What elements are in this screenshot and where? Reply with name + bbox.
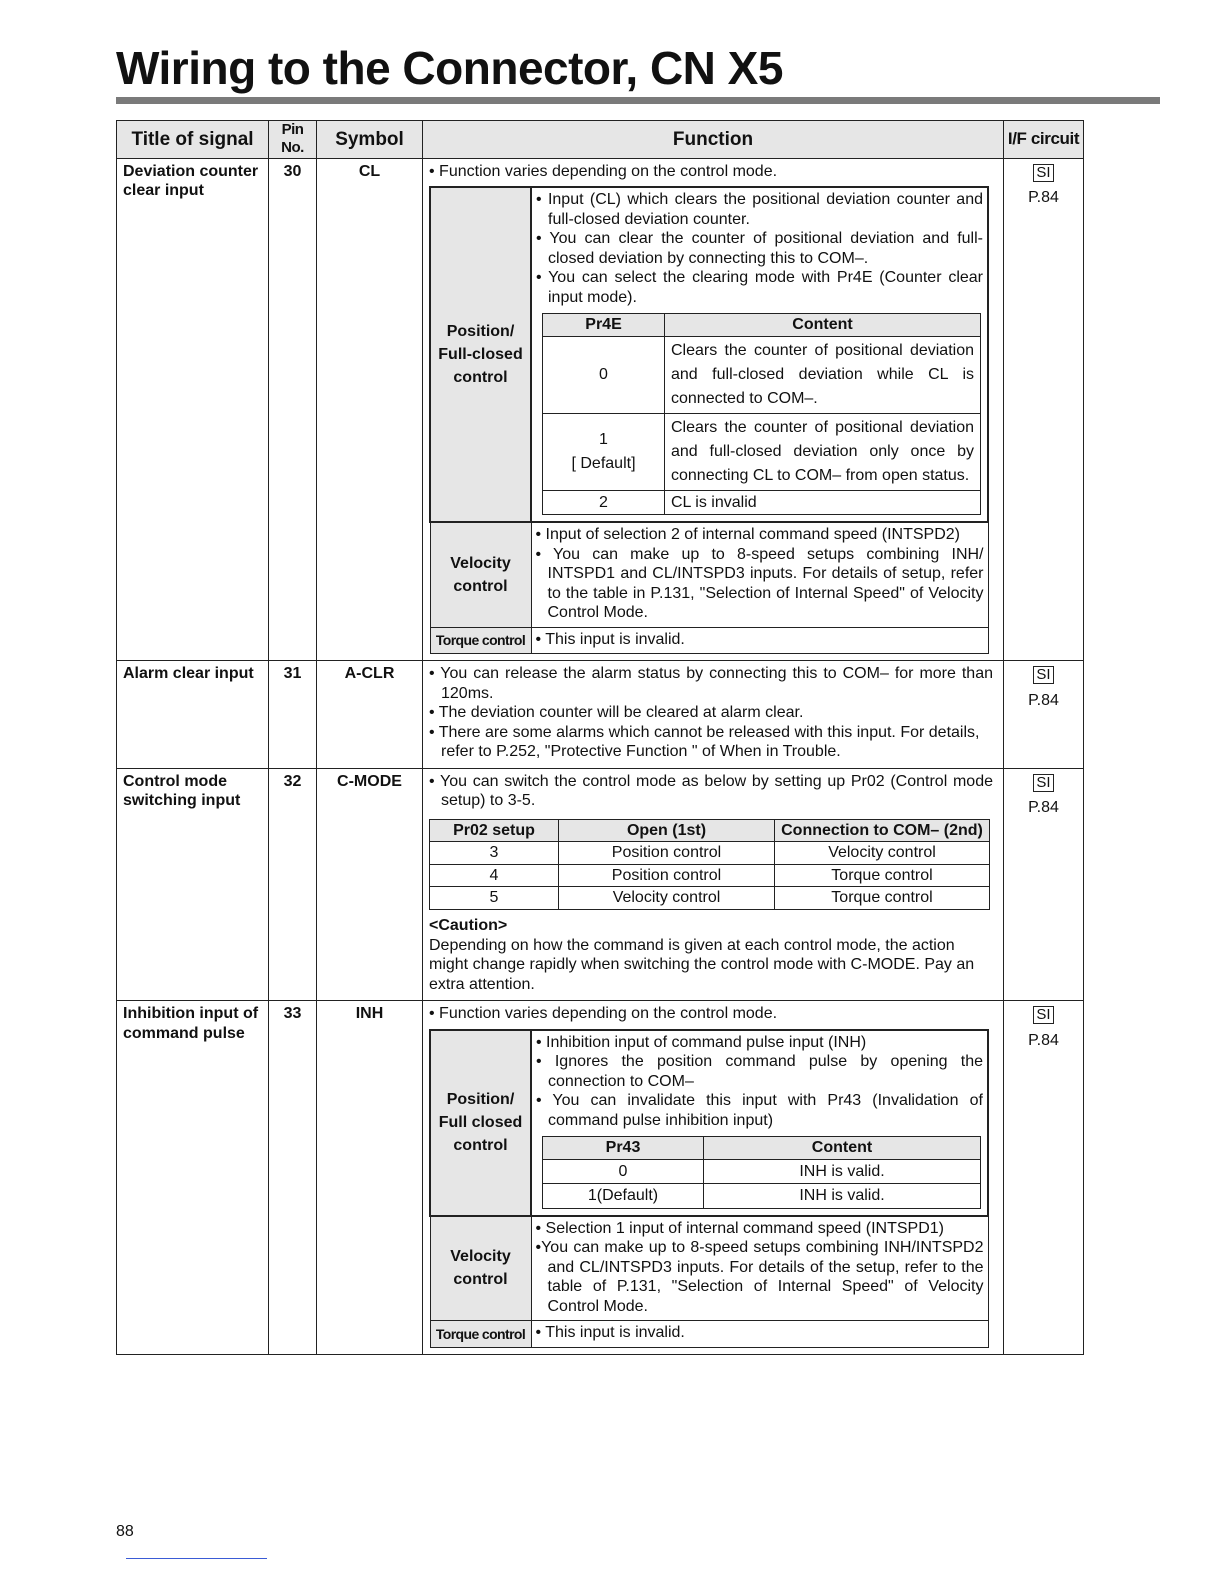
pr43-header: Pr43 bbox=[543, 1137, 704, 1160]
signal-title: Deviation counter clear input bbox=[117, 158, 269, 661]
mode-label-torque: Torque control bbox=[430, 627, 531, 654]
pr43-value: 0 bbox=[543, 1159, 704, 1184]
mode-row-velocity bbox=[430, 522, 988, 627]
function-cell bbox=[423, 768, 1004, 1000]
pin-number: 33 bbox=[269, 1001, 317, 1355]
table-row bbox=[117, 1001, 1084, 1355]
mode-table bbox=[429, 1029, 989, 1348]
table-row bbox=[430, 864, 990, 887]
table-row bbox=[543, 336, 981, 413]
cmode-cell: Velocity control bbox=[559, 887, 775, 910]
mode-body-torque: • This input is invalid. bbox=[531, 627, 988, 654]
function-intro: • Function varies depending on the control mode. bbox=[429, 1005, 778, 1023]
mode-line: • You can clear the counter of positional deviation and full-closed deviation by connecting this to COM–. bbox=[536, 230, 983, 267]
pr4e-value: 0 bbox=[543, 336, 665, 413]
function-cell bbox=[423, 661, 1004, 769]
table-row bbox=[430, 887, 990, 910]
cmode-cell: 5 bbox=[430, 887, 559, 910]
cmode-header: Open (1st) bbox=[559, 819, 775, 842]
mode-line: • Inhibition input of command pulse input (INH) bbox=[536, 1033, 867, 1051]
cmode-header: Connection to COM– (2nd) bbox=[775, 819, 990, 842]
signal-title: Inhibition input of command pulse bbox=[117, 1001, 269, 1355]
if-page-ref: P.84 bbox=[1028, 1031, 1059, 1049]
cmode-cell: Torque control bbox=[775, 887, 990, 910]
if-circuit-cell bbox=[1004, 1001, 1084, 1355]
mode-body-torque: • This input is invalid. bbox=[531, 1321, 988, 1348]
mode-row-position bbox=[430, 1030, 988, 1216]
table-row bbox=[543, 1184, 981, 1209]
header-title: Title of signal bbox=[117, 121, 269, 159]
pr43-table bbox=[542, 1136, 981, 1209]
pin-number: 30 bbox=[269, 158, 317, 661]
pr4e-value: 1 [ Default] bbox=[543, 413, 665, 490]
if-page-ref: P.84 bbox=[1028, 189, 1059, 207]
table-row bbox=[543, 1159, 981, 1184]
mode-body-position bbox=[531, 187, 988, 522]
mode-label-velocity: Velocity control bbox=[430, 1216, 531, 1321]
header-symbol: Symbol bbox=[317, 121, 423, 159]
signal-symbol: INH bbox=[317, 1001, 423, 1355]
table-row bbox=[430, 842, 990, 865]
if-circuit-cell bbox=[1004, 661, 1084, 769]
table-row bbox=[543, 413, 981, 490]
function-line: • The deviation counter will be cleared at alarm clear. bbox=[429, 704, 804, 722]
mode-line: • You can select the clearing mode with Pr4E (Counter clear input mode). bbox=[536, 269, 983, 306]
mode-body-velocity bbox=[531, 1216, 988, 1321]
cmode-cell: Position control bbox=[559, 864, 775, 887]
page-number: 88 bbox=[116, 1523, 134, 1540]
function-intro: • You can switch the control mode as below by setting up Pr02 (Control mode setup) to 3-5. bbox=[429, 772, 993, 810]
mode-label-position: Position/ Full closed control bbox=[430, 1030, 531, 1216]
pr4e-value: 2 bbox=[543, 490, 665, 515]
mode-row-torque bbox=[430, 627, 988, 654]
mode-row-position bbox=[430, 187, 988, 522]
table-header-row bbox=[117, 121, 1084, 159]
signal-symbol: C-MODE bbox=[317, 768, 423, 1000]
signal-symbol: CL bbox=[317, 158, 423, 661]
cmode-cell: 3 bbox=[430, 842, 559, 865]
pin-number: 31 bbox=[269, 661, 317, 769]
mode-body-position bbox=[531, 1030, 988, 1216]
page-title: Wiring to the Connector, CN X5 bbox=[116, 42, 783, 94]
signal-title: Alarm clear input bbox=[117, 661, 269, 769]
mode-row-velocity bbox=[430, 1216, 988, 1321]
function-intro: • Function varies depending on the control mode. bbox=[429, 162, 778, 180]
mode-table bbox=[429, 186, 989, 654]
si-badge: SI bbox=[1033, 666, 1053, 684]
pr4e-content: CL is invalid bbox=[665, 490, 981, 515]
mode-line: • Ignores the position command pulse by opening the connection to COM– bbox=[536, 1053, 983, 1090]
title-rule bbox=[116, 97, 1160, 104]
if-page-ref: P.84 bbox=[1028, 691, 1059, 709]
mode-line: • You can make up to 8-speed setups combining INH/ INTSPD1 and CL/INTSPD3 inputs. For details of setup, refer to the table in P.131, "Selection of Internal Speed" of Velocity Control Mode. bbox=[535, 545, 984, 622]
table-row bbox=[543, 490, 981, 515]
cmode-cell: Position control bbox=[559, 842, 775, 865]
si-badge: SI bbox=[1033, 774, 1053, 792]
signal-table bbox=[116, 120, 1084, 1355]
pr4e-table bbox=[542, 313, 981, 515]
cmode-cell: Torque control bbox=[775, 864, 990, 887]
si-badge: SI bbox=[1033, 1006, 1053, 1024]
table-row bbox=[117, 661, 1084, 769]
if-circuit-cell bbox=[1004, 768, 1084, 1000]
signal-title: Control mode switching input bbox=[117, 768, 269, 1000]
pr43-content: INH is valid. bbox=[704, 1184, 981, 1209]
header-pin: Pin No. bbox=[269, 121, 317, 159]
pin-number: 32 bbox=[269, 768, 317, 1000]
caution-text: Depending on how the command is given at each control mode, the action might change rapidly when switching the control mode with C-MODE. Pay an extra attention. bbox=[429, 936, 975, 993]
pr4e-content: Clears the counter of positional deviation and full-closed deviation only once by connecting CL to COM– from open status. bbox=[665, 413, 981, 490]
mode-line: • Input of selection 2 of internal command speed (INTSPD2) bbox=[535, 526, 960, 544]
content-header: Content bbox=[704, 1137, 981, 1160]
mode-label-torque: Torque control bbox=[430, 1321, 531, 1348]
mode-line: • Input (CL) which clears the positional deviation counter and full-closed deviation counter. bbox=[536, 191, 983, 228]
mode-row-torque bbox=[430, 1321, 988, 1348]
mode-body-velocity bbox=[531, 522, 988, 627]
table-row bbox=[117, 158, 1084, 661]
table-row bbox=[117, 768, 1084, 1000]
pr43-content: INH is valid. bbox=[704, 1159, 981, 1184]
pr4e-header: Pr4E bbox=[543, 314, 665, 337]
header-function: Function bbox=[423, 121, 1004, 159]
cmode-cell: 4 bbox=[430, 864, 559, 887]
function-cell bbox=[423, 158, 1004, 661]
if-page-ref: P.84 bbox=[1028, 799, 1059, 817]
mode-line: • You can invalidate this input with Pr43 (Invalidation of command pulse inhibition input) bbox=[536, 1092, 983, 1129]
cmode-cell: Velocity control bbox=[775, 842, 990, 865]
function-line: • There are some alarms which cannot be released with this input. For details, refer to P.252, "Protective Function " of When in Trouble. bbox=[429, 723, 980, 761]
mode-line: •You can make up to 8-speed setups combining INH/INTSPD2 and CL/INTSPD3 inputs. For details of the setup, refer to the table of P.131, "Selection of Internal Speed" of Velocity Control Mode. bbox=[535, 1239, 984, 1315]
caution-title: <Caution> bbox=[429, 917, 508, 934]
cmode-header: Pr02 setup bbox=[430, 819, 559, 842]
header-if-circuit: I/F circuit bbox=[1004, 121, 1084, 159]
function-cell bbox=[423, 1001, 1004, 1355]
if-circuit-cell bbox=[1004, 158, 1084, 661]
control-mode-table bbox=[429, 819, 990, 910]
signal-symbol: A-CLR bbox=[317, 661, 423, 769]
function-line: • You can release the alarm status by connecting this to COM– for more than 120ms. bbox=[429, 665, 993, 702]
footer-link-underline[interactable] bbox=[126, 1558, 267, 1559]
pr4e-content: Clears the counter of positional deviation and full-closed deviation while CL is connected to COM–. bbox=[665, 336, 981, 413]
mode-line: • Selection 1 input of internal command speed (INTSPD1) bbox=[535, 1219, 944, 1237]
pr43-value: 1(Default) bbox=[543, 1184, 704, 1209]
content-header: Content bbox=[665, 314, 981, 337]
si-badge: SI bbox=[1033, 164, 1053, 182]
mode-label-velocity: Velocity control bbox=[430, 522, 531, 627]
mode-label-position: Position/ Full-closed control bbox=[430, 187, 531, 522]
